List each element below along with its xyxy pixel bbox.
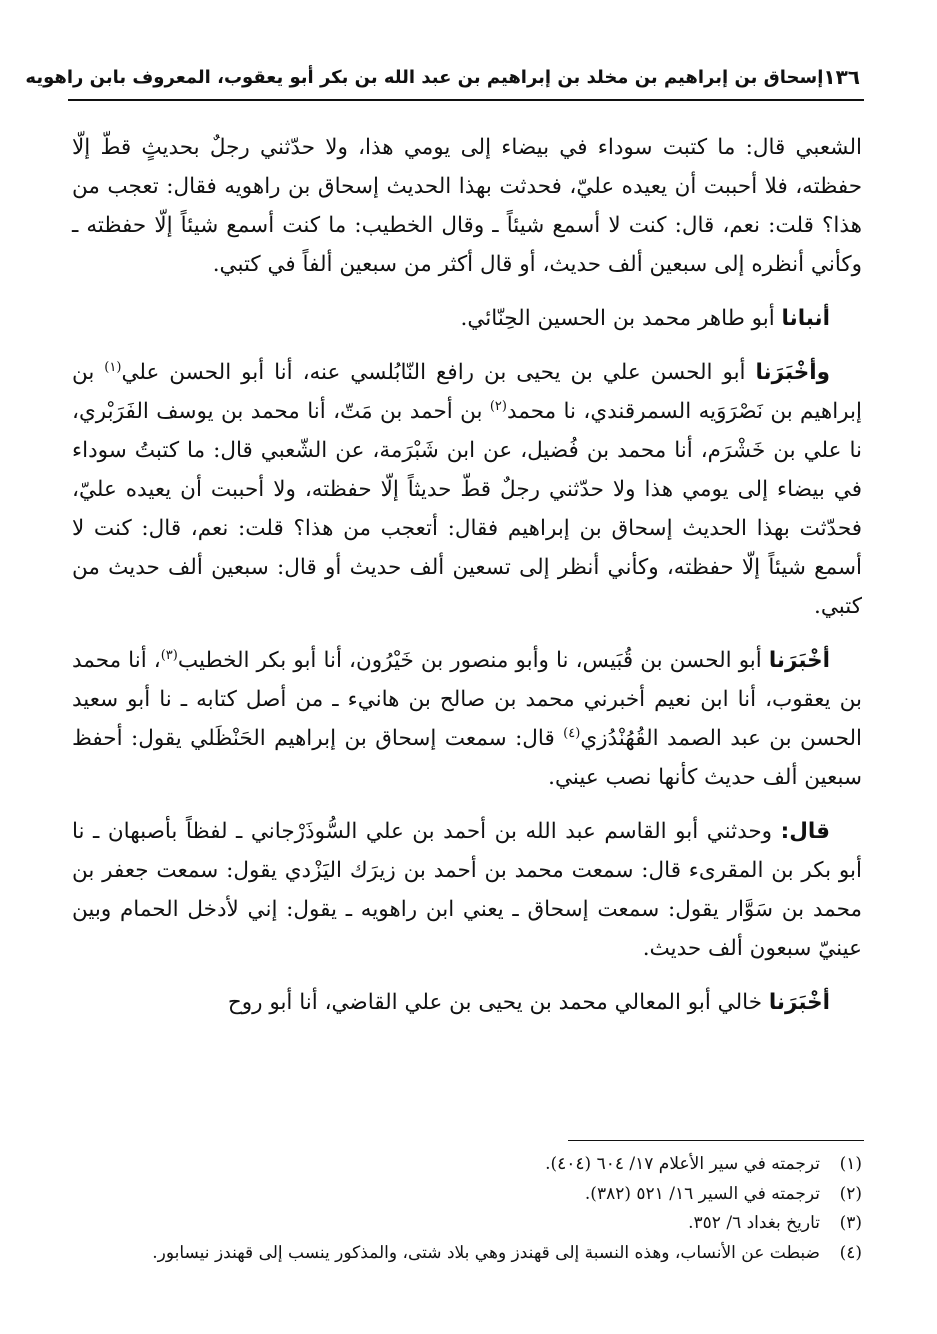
paragraph-lead: أخْبَرَنا <box>768 648 830 673</box>
running-title: إسحاق بن إبراهيم بن مخلد بن إبراهيم بن عبد الله بن بكر أبو يعقوب، المعروف بابن راهويه <box>25 66 824 88</box>
paragraph-1 <box>72 128 862 284</box>
footnote-text: تاريخ بغداد ٦/ ٣٥٢. <box>688 1213 820 1233</box>
page-header <box>25 58 860 96</box>
footnote-ref-1: (١) <box>104 359 122 375</box>
paragraph-2 <box>72 299 862 338</box>
paragraph-text: وحدثني أبو القاسم عبد الله بن أحمد بن علي السُّوذَرْجاني ـ لفظاً بأصبهان ـ نا أبو بكر بن المقرىء قال: سمعت محمد بن أحمد بن زيرَك اليَزْدي يقول: سمعت جعفر بن محمد بن سَوَّار يقول: سمعت إسحاق ـ يعني ابن راهويه ـ يقول: إني لأدخل الحمام وبين عينيّ سبعون ألف حديث. <box>72 819 862 961</box>
footnote <box>72 1150 862 1180</box>
paragraph-lead: وأخْبَرَنا <box>755 360 830 385</box>
footnote-number: (٢) <box>839 1183 862 1204</box>
paragraph-lead: أنبانا <box>781 306 830 331</box>
footnote <box>72 1209 862 1239</box>
paragraph-text: ، أنا محمد بن يعقوب، أنا ابن نعيم أخبرني محمد بن صالح بن هانيء ـ من أصل كتابه ـ نا أبو سعيد الحسن بن عبد الصمد القُهُنْدُزي <box>72 648 862 751</box>
footnote-number: (٣) <box>839 1213 862 1233</box>
paragraph-text: أبو طاهر محمد بن الحسين الحِنّائي. <box>460 306 782 331</box>
paragraph-text: بن أحمد بن مَتّ، أنا محمد بن يوسف الفَرَبْري، نا علي بن خَشْرَم، أنا محمد بن فُضيل، عن ابن شَبْرَمة، عن الشّعبي قال: ما كتبتُ سوداء في بيضاء إلى يومي هذا ولا حدّثني رجلٌ قطّ حديثاً إلّا حفظته، ولا أحببت أن يعيده عليّ، فحدّثت بهذا الحديث إسحاق بن إبراهيم فقال: أتعجب من هذا؟ قلت: نعم، قال: كنت لا أسمع شيئاً إلّا حفظته، وكأني أنظر إلى تسعين ألف حديث أو قال: سبعين ألف حديث من كتبي. <box>72 399 862 619</box>
paragraph-text: أبو الحسن بن قُبَيس، نا وأبو منصور بن خَيْرُون، أنا أبو بكر الخطيب <box>177 648 769 673</box>
paragraph-text: الشعبي قال: ما كتبت سوداء في بيضاء إلى يومي هذا، ولا حدّثني رجلٌ بحديثٍ قطّ إلّا حفظته، فلا أحببت أن يعيده عليّ، فحدثت بهذا الحديث إسحاق بن راهويه فقال: تعجب من هذا؟ قلت: نعم، قال: كنت لا أسمع شيئاً ـ وقال الخطيب: ما كنت أسمع شيئاً إلّا حفظته ـ وكأني أنظره إلى سبعين ألف حديث، أو قال أكثر من سبعين ألفاً في كتبي. <box>72 135 862 277</box>
paragraph-5 <box>72 812 862 968</box>
paragraph-4 <box>72 641 862 797</box>
footnote <box>72 1180 862 1210</box>
paragraph-3 <box>72 353 862 626</box>
footnote-ref-4: (٤) <box>563 725 581 741</box>
paragraph-lead: أخْبَرَنا <box>768 990 830 1015</box>
paragraph-text: قال: سمعت إسحاق بن إبراهيم الحَنْظَلي يقول: أحفظ سبعين ألف حديث كأنها نصب عيني. <box>72 726 862 790</box>
paragraph-text: بن إبراهيم بن نَصْرَوَيه السمرقندي، نا محمد <box>72 360 862 424</box>
footnote-text: ضبطت عن الأنساب، وهذه النسبة إلى قهندز وهي بلاد شتى، والمذكور ينسب إلى قهندز نيسابور. <box>152 1242 820 1263</box>
footnote-number: (١) <box>839 1154 862 1174</box>
paragraph-6 <box>72 983 862 1022</box>
header-rule <box>68 99 864 101</box>
footnote <box>72 1239 862 1269</box>
footnote-rule <box>568 1140 864 1141</box>
footnote-ref-2: (٢) <box>489 398 507 414</box>
footnote-ref-3: (٣) <box>160 647 178 663</box>
page-body <box>72 128 862 1037</box>
footnote-number: (٤) <box>839 1242 862 1263</box>
footnote-text: ترجمته في السير ١٦/ ٥٢١ (٣٨٢). <box>584 1183 820 1204</box>
paragraph-lead: قال: <box>780 819 830 844</box>
footnote-text: ترجمته في سير الأعلام ١٧/ ٦٠٤ (٤٠٤). <box>545 1154 820 1174</box>
paragraph-text: خالي أبو المعالي محمد بن يحيى بن علي القاضي، أنا أبو روح <box>227 990 769 1015</box>
paragraph-text: أبو الحسن علي بن يحيى بن رافع النّابُلسي عنه، أنا أبو الحسن علي <box>121 360 756 385</box>
page-number: ١٣٦ <box>823 65 860 89</box>
footnotes <box>72 1150 862 1268</box>
